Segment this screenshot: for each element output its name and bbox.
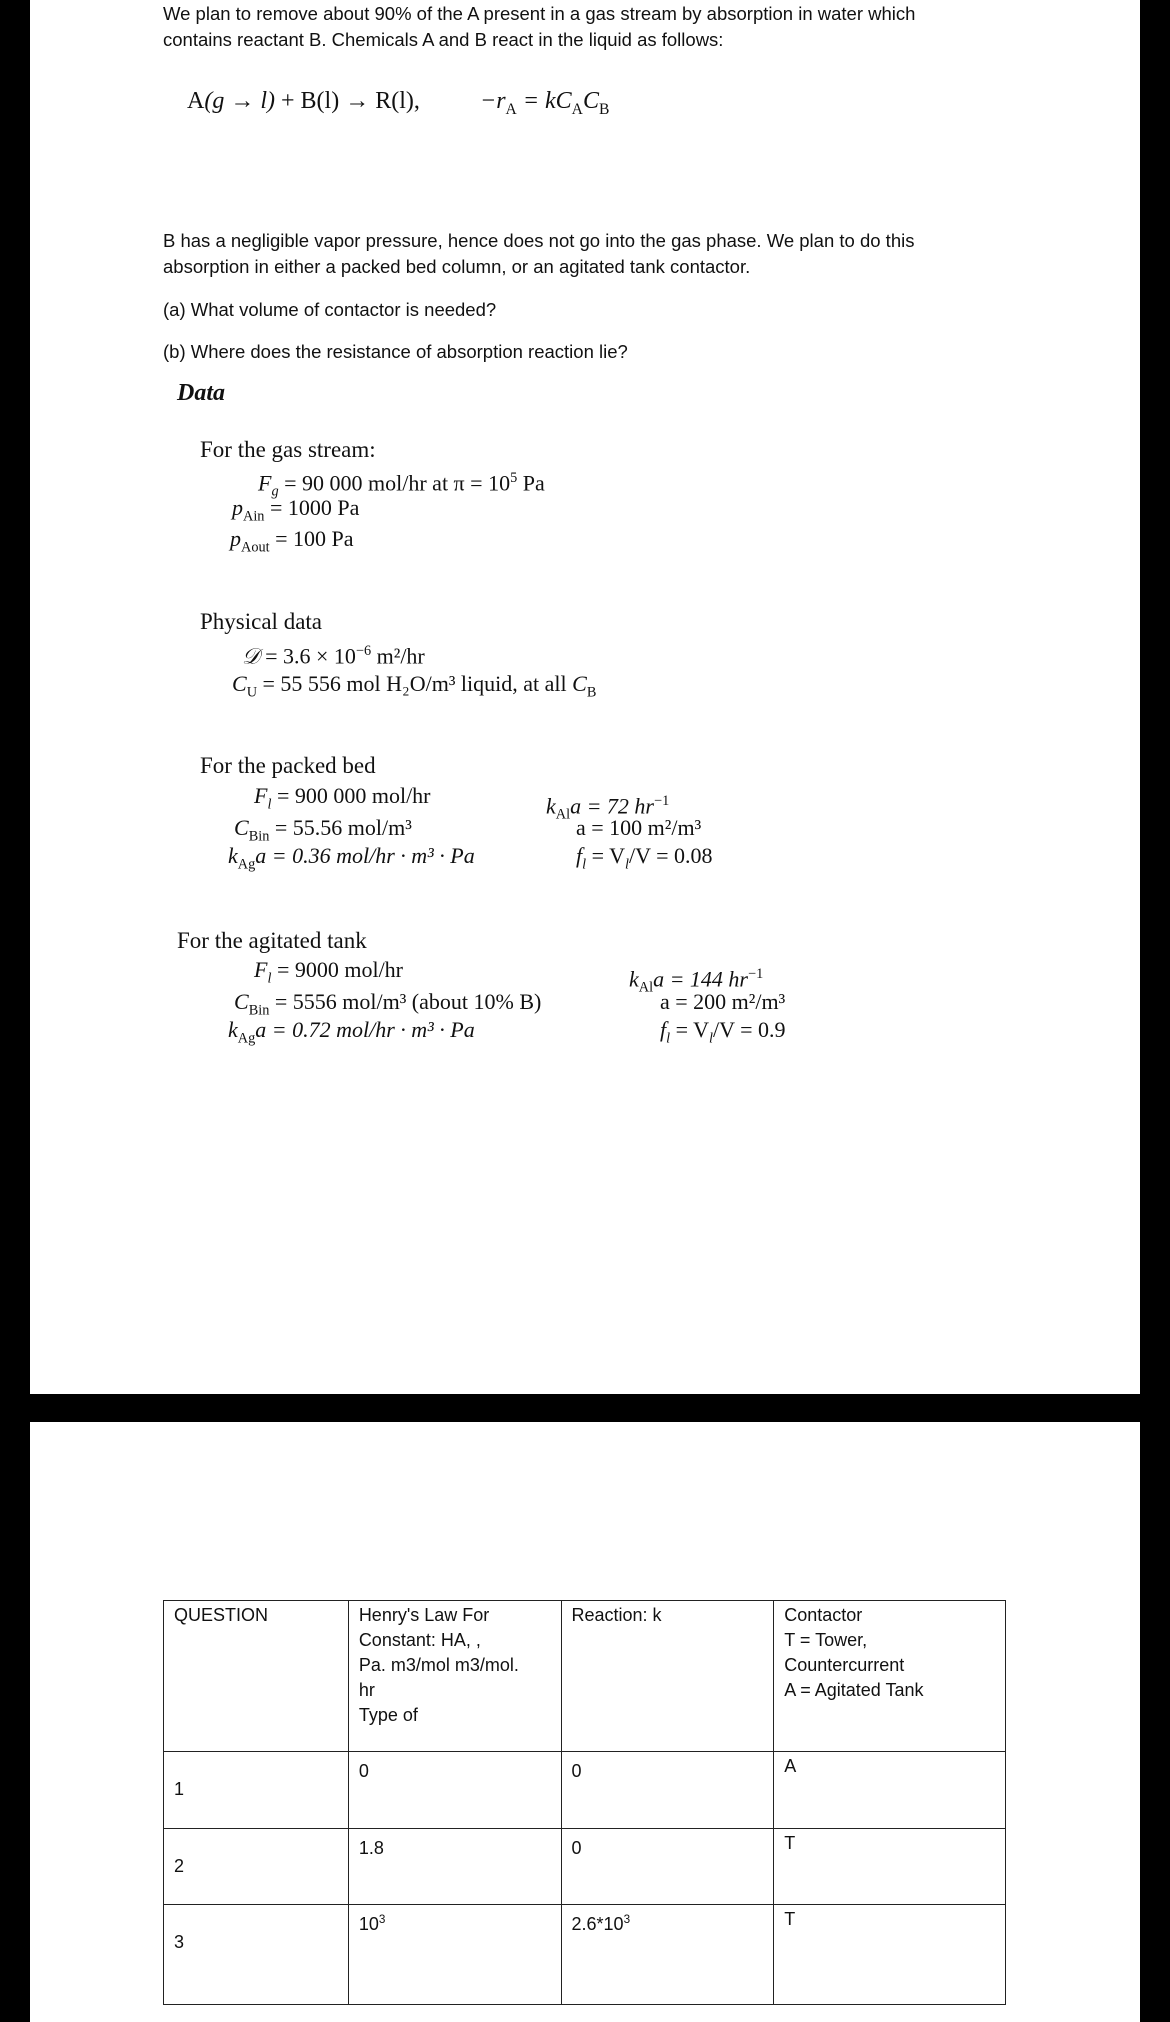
- packed-kal-sub: Al: [555, 806, 571, 823]
- packed-f-sub: l: [582, 856, 587, 873]
- gas-stream-heading: For the gas stream:: [200, 437, 376, 462]
- packed-f-rest-sub: l: [625, 856, 629, 873]
- row-henry-value: 10: [358, 1913, 379, 1934]
- cu-cb: C: [572, 671, 587, 696]
- header-henry-line: Henry's Law For: [358, 1605, 490, 1625]
- agitated-fl-sub: l: [267, 970, 272, 987]
- header-contactor-line: Countercurrent: [784, 1655, 905, 1675]
- rate-c: C: [582, 88, 599, 114]
- page-separator: [0, 1394, 1170, 1422]
- paout-label: p: [230, 526, 241, 551]
- agitated-kag: k: [228, 1017, 238, 1042]
- packed-cbin: C: [234, 815, 249, 840]
- header-reaction: [561, 1601, 774, 1752]
- packed-f: f: [576, 843, 583, 868]
- rate-lhs-sub: A: [505, 100, 517, 118]
- row-question-cell: [164, 1904, 349, 2004]
- table-header-row: [164, 1601, 1006, 1752]
- agitated-tank-heading: For the agitated tank: [177, 928, 367, 953]
- packed-fl: F: [254, 783, 268, 808]
- agitated-f-sub: l: [666, 1030, 671, 1047]
- d-unit: m²/hr: [371, 643, 425, 669]
- paout-value: = 100 Pa: [269, 526, 354, 551]
- row-question-number: 1: [174, 1779, 185, 1800]
- cu-cb-sub: B: [586, 684, 597, 701]
- row-henry-cell: [348, 1904, 561, 2004]
- row-henry-cell: [348, 1752, 561, 1828]
- agitated-cbin-value: = 5556 mol/m³ (about 10% B): [269, 989, 542, 1014]
- row-k-value: 0: [571, 1761, 582, 1782]
- agitated-cbin: C: [234, 989, 249, 1014]
- row-contactor-cell: [774, 1828, 1006, 1904]
- row-k-cell: [561, 1828, 774, 1904]
- header-reaction-text: Reaction: k: [571, 1605, 662, 1625]
- row-question-cell: [164, 1828, 349, 1904]
- rate-lhs: −r: [480, 88, 506, 114]
- species-a-phase: (g → l): [204, 88, 275, 114]
- agitated-kag-value: a = 0.72 mol/hr · m³ · Pa: [255, 1017, 475, 1042]
- reaction-equation: [187, 88, 420, 115]
- packed-f-rest: = V: [586, 843, 626, 868]
- d-label: 𝒟: [242, 643, 260, 669]
- pain-value: = 1000 Pa: [264, 495, 360, 520]
- rate-cb-sub: B: [598, 100, 610, 118]
- row-henry-value: 0: [358, 1761, 369, 1782]
- row-henry-cell: [348, 1828, 561, 1904]
- rate-ca-sub: A: [571, 100, 583, 118]
- table-row: [164, 1752, 1006, 1828]
- packed-kag-value: a = 0.36 mol/hr · m³ · Pa: [255, 843, 475, 868]
- reaction-rest: + B(l) → R(l),: [275, 88, 420, 114]
- row-k-exp: 3: [623, 1912, 631, 1926]
- row-question-number: 2: [174, 1855, 185, 1876]
- agitated-fl-value: = 9000 mol/hr: [271, 957, 404, 982]
- agitated-a-line: a = 200 m²/m³: [660, 989, 786, 1014]
- fg-value: = 90 000 mol/hr at π = 10: [278, 470, 511, 496]
- row-k-value: 0: [571, 1837, 582, 1858]
- cu-line: [232, 670, 596, 706]
- agitated-fl: F: [254, 957, 268, 982]
- row-question-cell: [164, 1752, 349, 1828]
- agitated-f: f: [660, 1017, 667, 1042]
- pain-label: p: [232, 495, 243, 520]
- packed-f-line: [576, 842, 713, 878]
- header-question-text: QUESTION: [174, 1605, 269, 1625]
- row-contactor-cell: [774, 1752, 1006, 1828]
- packed-kag-line: [228, 842, 475, 878]
- agitated-fl-line: [254, 956, 403, 992]
- fg-unit: Pa: [517, 470, 545, 496]
- header-contactor-line: T = Tower,: [784, 1630, 868, 1650]
- table-row: [164, 1828, 1006, 1904]
- rate-rhs: = kC: [516, 88, 572, 114]
- cu-label: C: [232, 671, 247, 696]
- row-k-value: 2.6*10: [571, 1913, 624, 1934]
- packed-kal-value: a = 72 hr: [570, 793, 654, 819]
- packed-fl-sub: l: [267, 796, 272, 813]
- species-a: A: [187, 88, 205, 114]
- header-contactor-line: A = Agitated Tank: [784, 1680, 924, 1700]
- packed-kag-sub: Ag: [237, 856, 256, 873]
- paout-sub: Aout: [241, 539, 270, 556]
- row-k-cell: [561, 1904, 774, 2004]
- packed-kag: k: [228, 843, 238, 868]
- header-henry-line: Pa. m3/mol m3/mol.: [358, 1655, 519, 1675]
- row-contactor-value: A: [784, 1756, 797, 1777]
- agitated-kag-line: [228, 1016, 475, 1052]
- agitated-kag-sub: Ag: [237, 1030, 256, 1047]
- row-question-number: 3: [174, 1931, 185, 1952]
- agitated-kal: k: [629, 966, 639, 992]
- packed-bed-heading: For the packed bed: [200, 753, 376, 778]
- row-contactor-cell: [774, 1904, 1006, 2004]
- table-row: [164, 1904, 1006, 2004]
- agitated-kal-sub: Al: [638, 979, 654, 996]
- agitated-f-line: [660, 1016, 786, 1052]
- fg-exp: 5: [510, 470, 518, 486]
- left-frame-border: [0, 0, 30, 1394]
- header-henry: [348, 1601, 561, 1752]
- physical-data-heading: Physical data: [200, 609, 322, 634]
- row-contactor-value: T: [784, 1832, 796, 1853]
- agitated-f-end: /V = 0.9: [713, 1017, 786, 1042]
- diffusivity-line: [242, 637, 425, 670]
- header-henry-line: Type of: [358, 1705, 418, 1725]
- cu-sub: U: [246, 684, 258, 701]
- packed-fl-line: [254, 782, 431, 818]
- packed-cbin-sub: Bin: [248, 828, 270, 845]
- question-b: (b) Where does the resistance of absorption reaction lie?: [163, 341, 628, 362]
- agitated-kal-value: a = 144 hr: [653, 966, 748, 992]
- question-a: (a) What volume of contactor is needed?: [163, 299, 497, 320]
- paout-line: [230, 525, 354, 561]
- header-henry-line: hr: [358, 1680, 375, 1700]
- right-frame-border: [1140, 0, 1170, 1394]
- pain-sub: Ain: [243, 508, 265, 525]
- d-value: = 3.6 × 10: [259, 643, 356, 669]
- data-title: Data: [177, 380, 225, 406]
- row-k-cell: [561, 1752, 774, 1828]
- row-contactor-value: T: [784, 1908, 796, 1929]
- row-henry-value: 1.8: [358, 1837, 384, 1858]
- packed-kal: k: [546, 793, 556, 819]
- row-henry-exp: 3: [378, 1912, 386, 1926]
- packed-a-line: a = 100 m²/m³: [576, 815, 702, 840]
- packed-fl-value: = 900 000 mol/hr: [271, 783, 431, 808]
- agitated-f-rest-sub: l: [709, 1030, 713, 1047]
- header-question: [164, 1601, 349, 1752]
- agitated-cbin-sub: Bin: [248, 1002, 270, 1019]
- d-exp: −6: [355, 643, 372, 659]
- rate-equation: [480, 88, 609, 119]
- header-henry-line: Constant: HA, ,: [358, 1630, 481, 1650]
- packed-cbin-value: = 55.56 mol/m³: [269, 815, 412, 840]
- right-frame-border-2: [1140, 1422, 1170, 2022]
- cu-value: = 55 556 mol H₂O/m³ liquid, at all: [257, 671, 573, 696]
- vapor-pressure-paragraph: B has a negligible vapor pressure, hence does not go into the gas phase. We plan to do this absorption in either a packed bed column, or an agitated tank contactor.: [163, 230, 915, 277]
- packed-f-end: /V = 0.08: [629, 843, 713, 868]
- question-table: [163, 1600, 1006, 2005]
- fg-label: F: [258, 470, 272, 496]
- left-frame-border-2: [0, 1422, 30, 2022]
- fg-sub: g: [271, 483, 279, 500]
- intro-paragraph: We plan to remove about 90% of the A present in a gas stream by absorption in water which contains reactant B. Chemicals A and B react in the liquid as follows:: [163, 3, 916, 50]
- agitated-kal-exp: −1: [748, 966, 764, 982]
- header-contactor: [774, 1601, 1006, 1752]
- agitated-f-rest: = V: [670, 1017, 710, 1042]
- packed-kal-exp: −1: [654, 793, 670, 809]
- header-contactor-line: Contactor: [784, 1605, 863, 1625]
